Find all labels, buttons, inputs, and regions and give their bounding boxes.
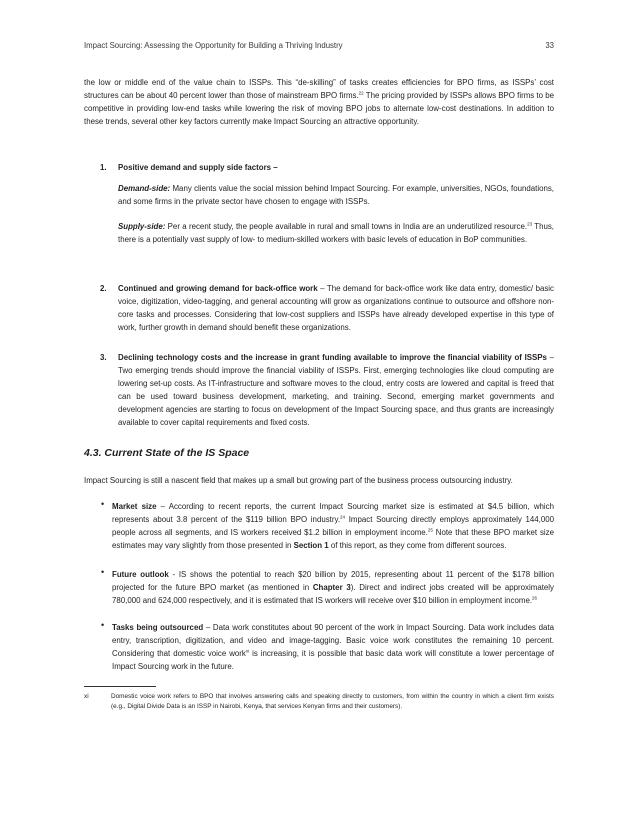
supply-side-text-1: Per a recent study, the people available in rural and small towns in India are an underutilized resource. xyxy=(165,222,528,231)
section-intro: Impact Sourcing is still a nascent field that makes up a small but growing part of the business process outsourcing industry. xyxy=(84,476,513,485)
intro-text-2: The pricing provided by ISSPs allows BPO firms to be competitive in providing low-end tasks while lowering the risk of moving BPO jobs to alternate low-cost destinations. In addition to these trends, several other key factors currently make Impact Sourcing an attractive opportunity. xyxy=(84,91,554,127)
demand-side-label: Demand-side: xyxy=(118,184,171,193)
demand-side-paragraph xyxy=(118,182,554,208)
header-title: Impact Sourcing: Assessing the Opportunity for Building a Thriving Industry xyxy=(84,41,343,50)
bullet-marker: • xyxy=(101,499,105,509)
bullet-marker: • xyxy=(101,567,105,577)
item-number: 1. xyxy=(100,163,107,172)
footnote-divider xyxy=(84,686,156,687)
supply-side-text-2: Thus, there is a potentially vast supply of low- to medium-skilled workers with basic levels of education in BoP communities. xyxy=(118,222,554,245)
footnote-mark: xi xyxy=(84,693,89,700)
footnote-ref: xi xyxy=(245,648,250,654)
bullet-future-outlook xyxy=(112,568,554,607)
footnote-ref: 25 xyxy=(427,527,433,533)
cross-reference: Chapter 3 xyxy=(312,583,351,593)
footnote-text: Domestic voice work refers to BPO that involves answering calls and speaking directly to customers, from within the country in which a client firm exists (e.g., Digital Divide Data is an ISSP in Nairobi, Kenya, that services Kenyan firms and their customers). xyxy=(111,693,554,710)
bullet-label: Tasks being outsourced xyxy=(112,623,204,632)
bullet-text: – According to recent reports, the current Impact Sourcing market size is estimated at $4.5 billion, which represents about 3.8 percent of the $119 billion BPO industry. xyxy=(112,502,554,525)
bullet-text: Impact Sourcing directly employs approximately 144,000 people across all segments, and IS workers received $1.2 billion in employment income. xyxy=(112,515,554,538)
item-number: 3. xyxy=(100,353,107,362)
supply-side-paragraph xyxy=(118,220,554,246)
item-2-paragraph xyxy=(118,282,554,334)
demand-side-text: Many clients value the social mission behind Impact Sourcing. For example, universities, NGOs, foundations, and some firms in the private sector have chosen to engage with ISSPs. xyxy=(118,184,554,207)
bullet-label: Market size xyxy=(112,502,157,511)
bullet-text: ). Direct and indirect jobs created will be approximately 780,000 and 624,000 respectively, and it is estimated that IS workers will receive over $10 billion in employment income. xyxy=(112,583,554,606)
item-1-title xyxy=(118,161,554,174)
footnote-ref: 26 xyxy=(532,595,538,601)
cross-reference: Section 1 xyxy=(293,541,329,551)
bullet-text: of this report, as they come from different sources. xyxy=(328,541,507,551)
intro-text-1: the low or middle end of the value chain to ISSPs. This “de-skilling” of tasks creates efficiencies for BPO firms, as ISSPs’ cost structures can be about 40 percent lower than those of mainstream BPO firms. xyxy=(84,78,554,101)
bullet-label: Future outlook xyxy=(112,570,169,579)
item-title: Continued and growing demand for back-office work xyxy=(118,284,318,293)
bullet-text: is increasing, it is possible that basic data work will constitute a lower percentage of Impact Sourcing work in the future. xyxy=(112,649,554,672)
intro-paragraph xyxy=(84,76,554,128)
item-number: 2. xyxy=(100,284,107,293)
bullet-market-size xyxy=(112,500,554,552)
section-heading: 4.3. Current State of the IS Space xyxy=(84,447,250,459)
bullet-text: - IS shows the potential to reach $20 billion by 2015, representing about 11 percent of the $178 billion projected for the future BPO market (as mentioned in xyxy=(112,570,554,593)
footnote-ref: 22 xyxy=(358,90,364,96)
item-text: – The demand for back-office work like data entry, domestic/ basic voice, digitization, video-tagging, and general accounting will grow as organizations continue to outsource and offshore non-core tasks and processes. Considering that low-cost suppliers and ISSPs have already developed expertise in this type of work, further growth in demand should benefit these organizations. xyxy=(118,284,554,333)
footnote-ref: 23 xyxy=(527,221,533,227)
supply-side-label: Supply-side: xyxy=(118,222,166,231)
bullet-text: Note that these BPO market size estimates may vary slightly from those presented in xyxy=(112,528,554,551)
item-3-paragraph xyxy=(118,351,554,430)
item-title: Declining technology costs and the increase in grant funding available to improve the financial viability of ISSPs xyxy=(118,353,547,362)
bullet-text: – Data work constitutes about 90 percent of the work in Impact Sourcing. Data work includes data entry, transcription, digitization, and video and image-tagging. Basic voice work constitutes the remaining 10 percent. Considering that domestic voice work xyxy=(112,623,554,659)
item-text: – Two emerging trends should improve the financial viability of ISSPs. First, emerging technologies like cloud computing are lowering set-up costs. As IT-infrastructure and software moves to the cloud, entry costs are lowered and capital is freed that can be used toward business development, marketing, and training. Second, emerging market governments and development agencies are starting to focus on development of the Impact Sourcing space, and thus grants are increasingly available to cover capital requirements and fixed costs. xyxy=(118,353,554,428)
bullet-tasks-outsourced xyxy=(112,621,554,673)
bullet-marker: • xyxy=(101,620,105,630)
page-number: 33 xyxy=(545,41,554,50)
item-title: Positive demand and supply side factors – xyxy=(118,163,278,172)
footnote-ref: 24 xyxy=(340,514,346,520)
